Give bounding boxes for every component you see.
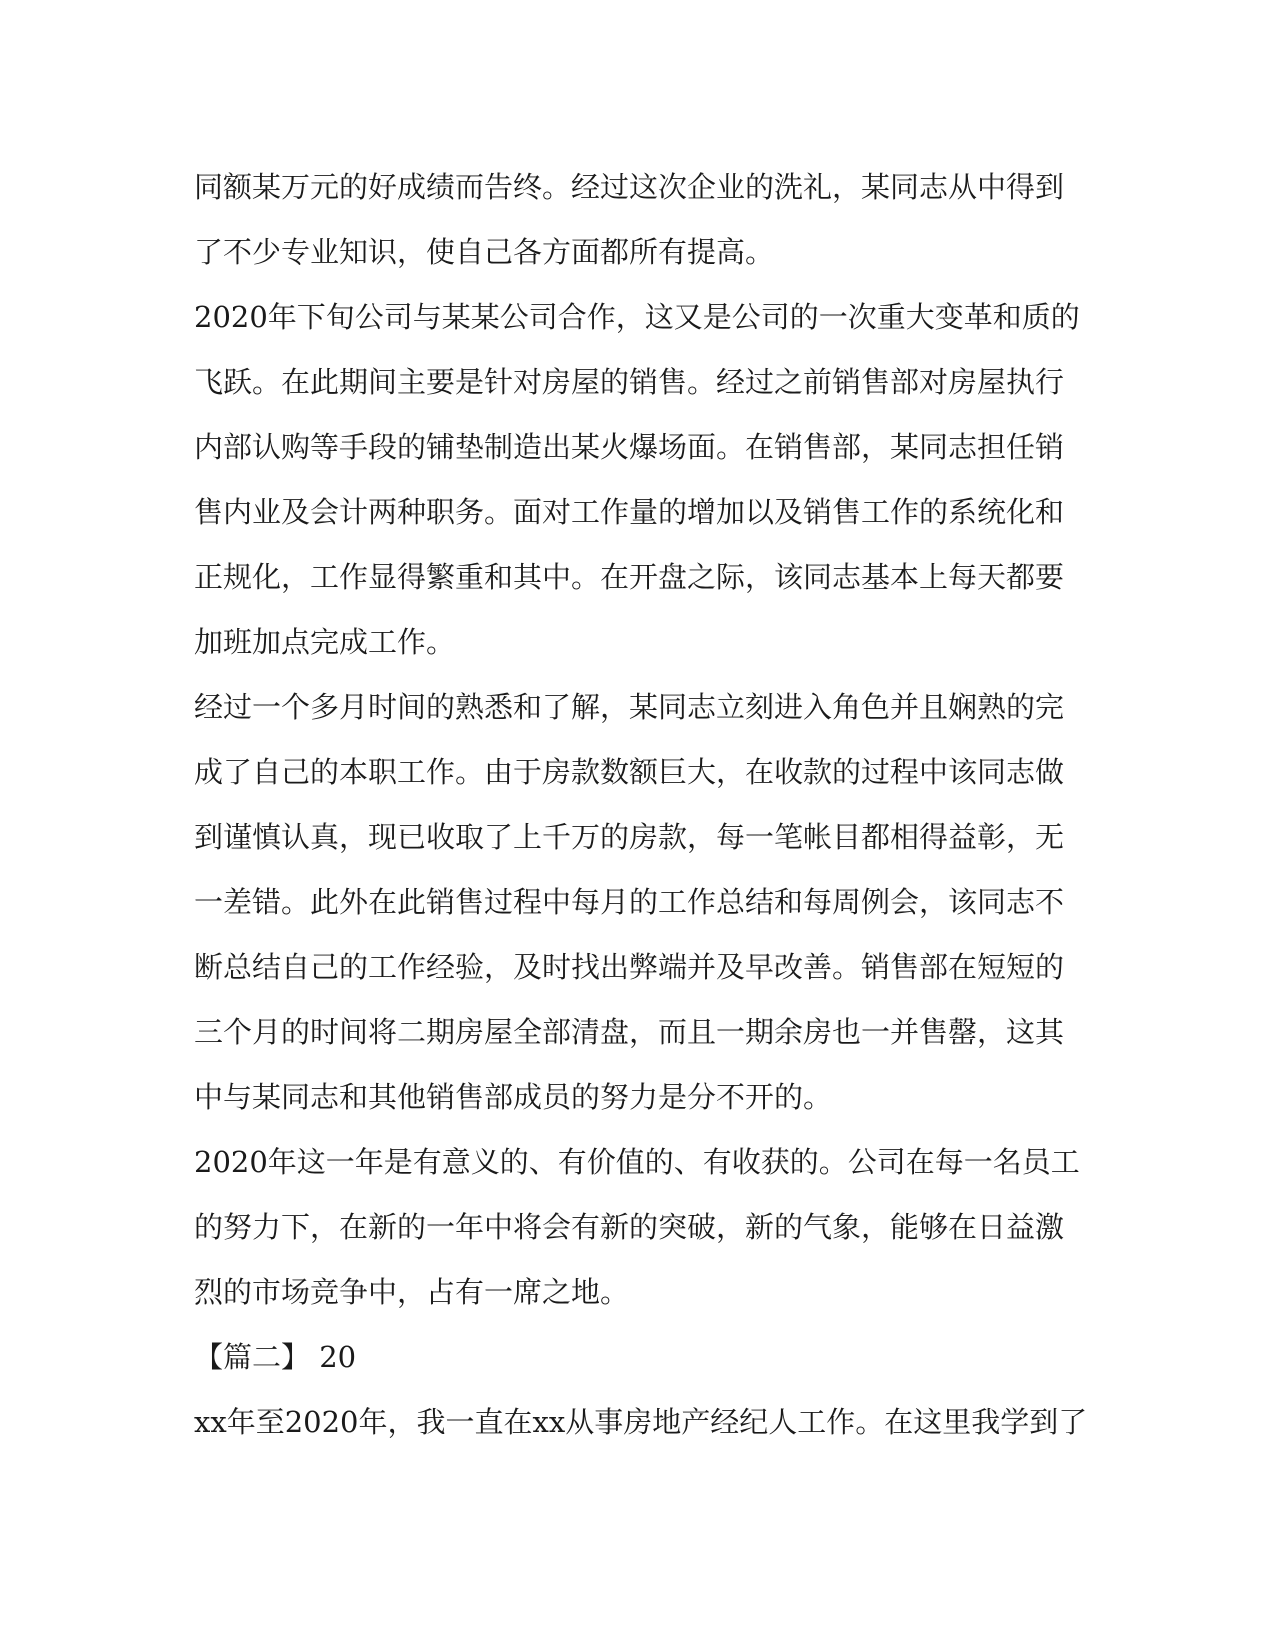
text-line: 的努力下，在新的一年中将会有新的突破，新的气象，能够在日益激 <box>194 1210 1065 1244</box>
text-line: 加班加点完成工作。 <box>194 625 456 659</box>
text-line: 烈的市场竞争中，占有一席之地。 <box>194 1275 630 1309</box>
text-line: 成了自己的本职工作。由于房款数额巨大，在收款的过程中该同志做 <box>194 755 1065 789</box>
text-line: 经过一个多月时间的熟悉和了解，某同志立刻进入角色并且娴熟的完 <box>194 690 1065 724</box>
text-line: 正规化，工作显得繁重和其中。在开盘之际，该同志基本上每天都要 <box>194 560 1065 594</box>
text-line: 飞跃。在此期间主要是针对房屋的销售。经过之前销售部对房屋执行 <box>194 365 1065 399</box>
section-heading: 【篇二】 20 <box>194 1340 357 1374</box>
text-line: 2020年下旬公司与某某公司合作，这又是公司的一次重大变革和质的 <box>194 300 1080 334</box>
text-line: 售内业及会计两种职务。面对工作量的增加以及销售工作的系统化和 <box>194 495 1065 529</box>
text-line: 2020年这一年是有意义的、有价值的、有收获的。公司在每一名员工 <box>194 1145 1080 1179</box>
text-line: 了不少专业知识，使自己各方面都所有提高。 <box>194 235 775 269</box>
text-line: 中与某同志和其他销售部成员的努力是分不开的。 <box>194 1080 833 1114</box>
text-line: 断总结自己的工作经验，及时找出弊端并及早改善。销售部在短短的 <box>194 950 1065 984</box>
text-line: 同额某万元的好成绩而告终。经过这次企业的洗礼，某同志从中得到 <box>194 170 1065 204</box>
text-line: 到谨慎认真，现已收取了上千万的房款，每一笔帐目都相得益彰，无 <box>194 820 1065 854</box>
document-body <box>194 155 1088 1455</box>
text-line: 三个月的时间将二期房屋全部清盘，而且一期余房也一并售罄，这其 <box>194 1015 1065 1049</box>
text-line: 一差错。此外在此销售过程中每月的工作总结和每周例会，该同志不 <box>194 885 1065 919</box>
text-line: 内部认购等手段的铺垫制造出某火爆场面。在销售部，某同志担任销 <box>194 430 1065 464</box>
text-line: xx年至2020年，我一直在xx从事房地产经纪人工作。在这里我学到了 <box>194 1405 1088 1439</box>
